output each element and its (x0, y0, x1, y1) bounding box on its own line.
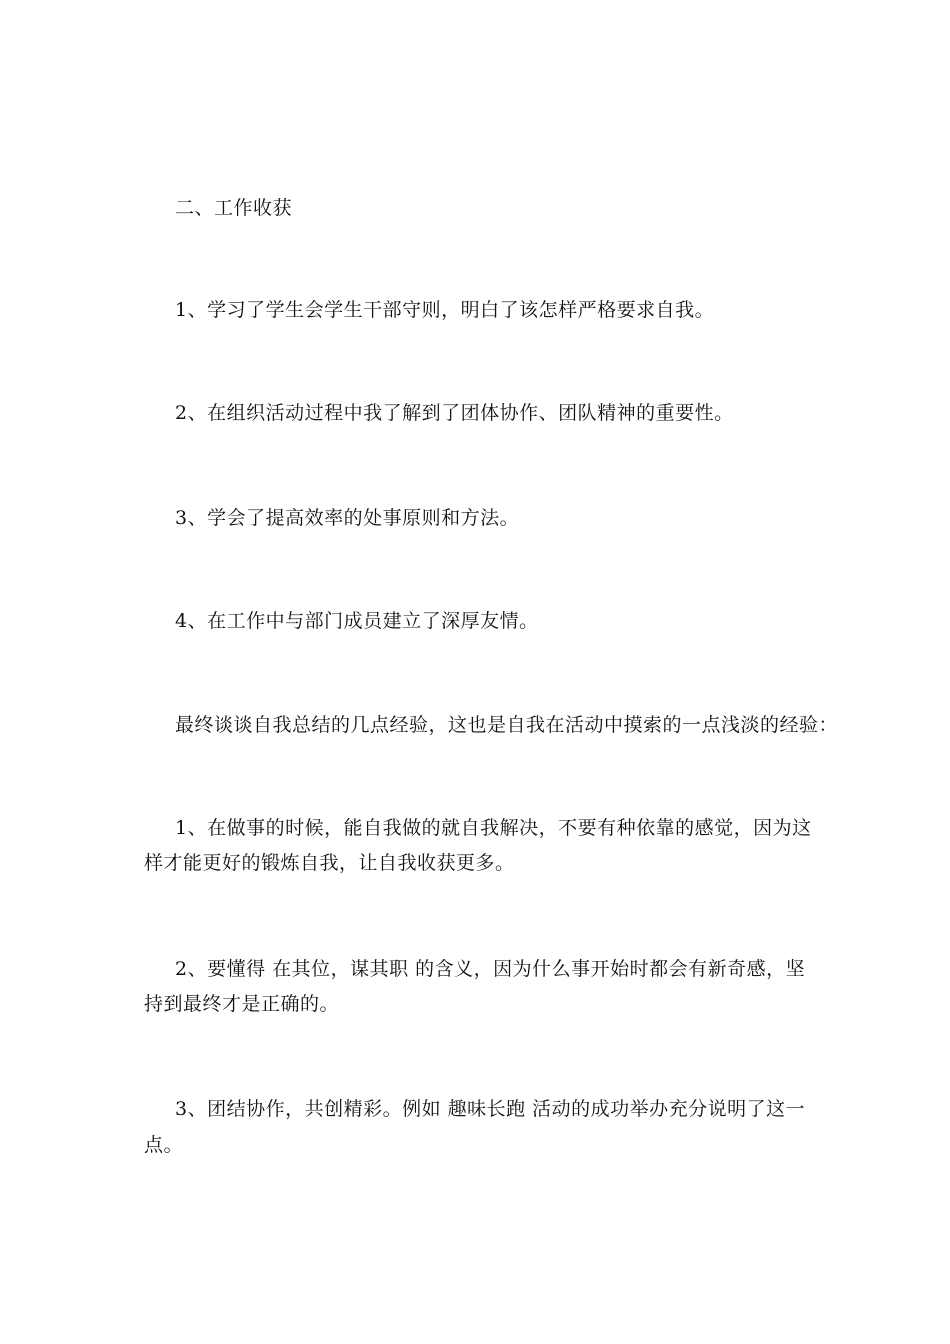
experience-item-2-line-1: 2、要懂得 在其位，谋其职 的含义，因为什么事开始时都会有新奇感，坚 (175, 958, 806, 980)
gain-item-4: 4、在工作中与部门成员建立了深厚友情。 (175, 610, 539, 632)
section-heading: 二、工作收获 (175, 197, 293, 219)
gain-item-3: 3、学会了提高效率的处事原则和方法。 (175, 507, 520, 529)
experience-item-3-line-2: 点。 (144, 1134, 184, 1156)
experience-item-1-line-2: 样才能更好的锻炼自我，让自我收获更多。 (144, 852, 515, 874)
gain-item-2: 2、在组织活动过程中我了解到了团体协作、团队精神的重要性。 (175, 402, 734, 424)
experience-item-3-line-1: 3、团结协作，共创精彩。例如 趣味长跑 活动的成功举办充分说明了这一 (175, 1098, 806, 1120)
experience-item-2-line-2: 持到最终才是正确的。 (144, 993, 340, 1015)
gain-item-1: 1、学习了学生会学生干部守则，明白了该怎样严格要求自我。 (175, 299, 715, 321)
experience-item-1-line-1: 1、在做事的时候，能自我做的就自我解决，不要有种依靠的感觉，因为这 (175, 817, 812, 839)
experience-intro: 最终谈谈自我总结的几点经验，这也是自我在活动中摸索的一点浅淡的经验： (175, 714, 839, 736)
